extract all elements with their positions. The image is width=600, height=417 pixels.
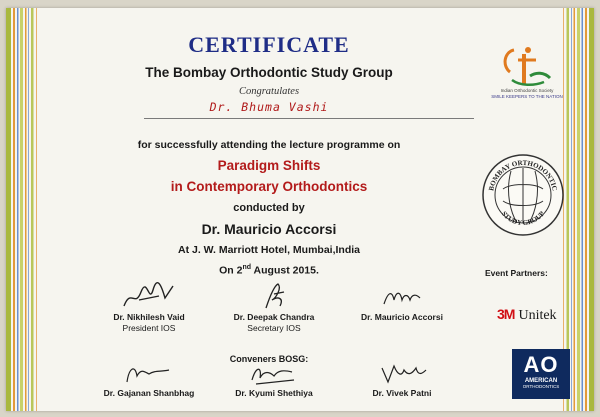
signature-block-vaid	[89, 278, 209, 333]
attending-text: for successfully attending the lecture programme on	[137, 139, 401, 151]
signature-block-patni	[342, 358, 462, 398]
speaker-name: Dr. Mauricio Accorsi	[201, 221, 337, 237]
signature-vaid-graphic	[119, 278, 179, 312]
sidebar-logos	[481, 8, 566, 411]
signature-block-chandra	[214, 278, 334, 333]
date-rest: August 2015.	[251, 264, 319, 277]
event-partners-label: Event Partners:	[485, 268, 548, 278]
signature-shethiya-graphic	[244, 358, 304, 388]
topic-line-2: in Contemporary Orthodontics	[170, 179, 368, 194]
topic-line-1: Paradigm Shifts	[217, 158, 321, 173]
signature-shanbhag-graphic	[119, 358, 179, 388]
signature-block-shanbhag	[89, 358, 209, 398]
ios-logo-icon	[484, 42, 564, 102]
conducted-by-text: conducted by	[233, 202, 305, 214]
certificate-sheet	[6, 8, 594, 411]
unitek-brand: 3M	[497, 306, 515, 322]
signatory-name: Dr. Deepak Chandra	[233, 312, 315, 322]
signatory-name: Dr. Mauricio Accorsi	[361, 312, 443, 322]
date-text	[64, 264, 474, 277]
signature-patni-graphic	[372, 358, 432, 388]
date-prefix: On 2	[219, 264, 243, 277]
venue-text: At J. W. Marriott Hotel, Mumbai,India	[177, 244, 360, 256]
signatory-name: Dr. Kyumi Shethiya	[235, 388, 313, 398]
ao-line-1: AMERICAN	[524, 378, 558, 384]
certificate-title: CERTIFICATE	[188, 32, 350, 57]
american-orthodontics-logo	[512, 349, 570, 399]
organization-name: The Bombay Orthodontic Study Group	[145, 65, 393, 80]
signature-block-shethiya	[214, 358, 334, 398]
signatory-title: Secretary IOS	[247, 323, 301, 333]
left-decorative-stripes	[6, 8, 42, 411]
signature-accorsi-graphic	[372, 278, 432, 312]
signatory-name: Dr. Vivek Patni	[372, 388, 432, 398]
recipient-underline	[144, 118, 474, 119]
signatory-name: Dr. Gajanan Shanbhag	[103, 388, 195, 398]
unitek-name: Unitek	[518, 308, 557, 323]
ios-caption: Indian Orthodontic Society	[500, 88, 554, 93]
certificate-body	[64, 8, 474, 411]
ios-tagline: SMILE KEEPERS TO THE NATION	[491, 94, 563, 99]
signatory-name: Dr. Nikhilesh Vaid	[113, 312, 185, 322]
seal-bottom-text: STUDY GROUP	[499, 209, 547, 228]
unitek-logo	[497, 306, 557, 324]
signatory-title: President IOS	[122, 323, 176, 333]
ao-line-2: ORTHODONTICS	[522, 384, 560, 389]
signature-block-accorsi	[342, 278, 462, 322]
recipient-name: Dr. Bhuma Vashi	[209, 100, 329, 114]
date-suffix: nd	[242, 264, 251, 271]
congratulates-text: Congratulates	[238, 86, 300, 97]
conveners-label: Conveners BOSG:	[229, 354, 309, 364]
bosg-seal-icon	[481, 153, 565, 237]
ao-mark: AO	[523, 352, 559, 377]
seal-top-text: BOMBAY ORTHODONTIC	[487, 158, 559, 192]
signature-chandra-graphic	[244, 278, 304, 312]
